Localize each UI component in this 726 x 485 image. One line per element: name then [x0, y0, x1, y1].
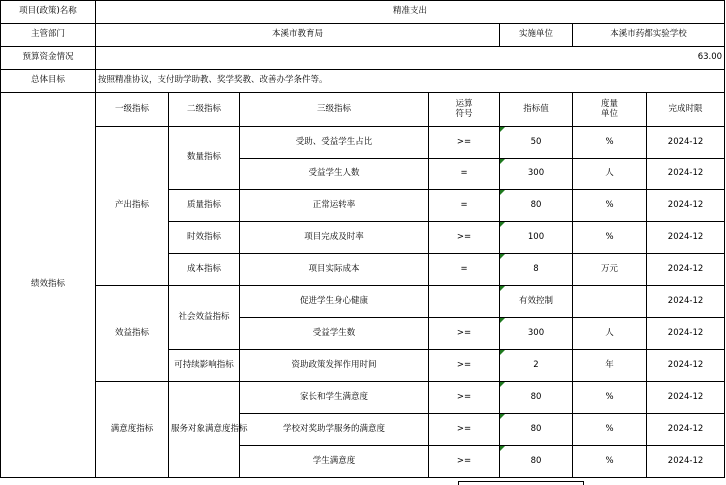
goal-value: 按照精准协议，支付助学助教、奖学奖教、改善办学条件等。	[96, 70, 725, 93]
indicator-value: 80	[500, 414, 573, 446]
indicator-name: 资助政策发挥作用时间	[240, 350, 429, 382]
indicator-unit: %	[573, 382, 647, 414]
cell-outline-stub	[458, 481, 584, 485]
indicator-deadline: 2024-12	[647, 127, 725, 159]
subgroup-service: 服务对象满意度指标	[169, 382, 240, 478]
indicator-op: >=	[429, 127, 500, 159]
indicator-deadline: 2024-12	[647, 254, 725, 286]
indicator-name: 学校对奖助学服务的满意度	[240, 414, 429, 446]
indicator-op: >=	[429, 222, 500, 254]
indicator-deadline: 2024-12	[647, 350, 725, 382]
indicator-value: 100	[500, 222, 573, 254]
indicator-name: 受益学生数	[240, 318, 429, 350]
indicator-op: >=	[429, 350, 500, 382]
col-level3: 三级指标	[240, 93, 429, 127]
subgroup-sustainable: 可持续影响指标	[169, 350, 240, 382]
indicator-unit: %	[573, 127, 647, 159]
subgroup-quantity: 数量指标	[169, 127, 240, 190]
col-level2: 二级指标	[169, 93, 240, 127]
indicator-op: >=	[429, 318, 500, 350]
col-deadline: 完成时限	[647, 93, 725, 127]
dept-value: 本溪市教育局	[96, 24, 500, 47]
indicator-unit: 年	[573, 350, 647, 382]
indicator-unit	[573, 286, 647, 318]
indicator-value: 50	[500, 127, 573, 159]
budget-row	[1, 47, 725, 70]
indicator-deadline: 2024-12	[647, 446, 725, 478]
indicator-value: 2	[500, 350, 573, 382]
indicator-op: =	[429, 254, 500, 286]
indicator-unit: %	[573, 414, 647, 446]
goal-row	[1, 70, 725, 93]
impl-unit-value: 本溪市药都实验学校	[573, 24, 725, 47]
indicator-unit: 万元	[573, 254, 647, 286]
indicator-op: =	[429, 190, 500, 222]
indicator-name: 受益学生人数	[240, 159, 429, 190]
indicator-value: 300	[500, 318, 573, 350]
indicator-deadline: 2024-12	[647, 159, 725, 190]
indicator-deadline: 2024-12	[647, 286, 725, 318]
indicator-deadline: 2024-12	[647, 382, 725, 414]
indicator-op: =	[429, 159, 500, 190]
goal-label: 总体目标	[1, 70, 96, 93]
indicator-name: 促进学生身心健康	[240, 286, 429, 318]
col-operator: 运算 符号	[429, 93, 500, 127]
indicator-name: 项目完成及时率	[240, 222, 429, 254]
table-row	[1, 382, 725, 414]
group-satisfaction: 满意度指标	[96, 382, 169, 478]
indicator-op: >=	[429, 382, 500, 414]
indicator-name: 项目实际成本	[240, 254, 429, 286]
indicator-value: 80	[500, 382, 573, 414]
table-row	[1, 127, 725, 159]
indicator-name: 受助、受益学生占比	[240, 127, 429, 159]
subgroup-quality: 质量指标	[169, 190, 240, 222]
perf-section-label: 绩效指标	[1, 93, 96, 478]
indicator-value: 300	[500, 159, 573, 190]
col-level1: 一级指标	[96, 93, 169, 127]
indicator-unit: 人	[573, 159, 647, 190]
indicator-unit: %	[573, 446, 647, 478]
indicator-deadline: 2024-12	[647, 318, 725, 350]
indicator-value: 80	[500, 446, 573, 478]
dept-label: 主管部门	[1, 24, 96, 47]
budget-value: 63.00	[96, 47, 725, 70]
project-name-row	[1, 1, 725, 24]
table-row	[1, 286, 725, 318]
indicator-unit: %	[573, 222, 647, 254]
col-value: 指标值	[500, 93, 573, 127]
indicator-deadline: 2024-12	[647, 414, 725, 446]
indicator-value: 有效控制	[500, 286, 573, 318]
indicator-header-row	[1, 93, 725, 127]
indicator-name: 正常运转率	[240, 190, 429, 222]
col-unit: 度量 单位	[573, 93, 647, 127]
group-output: 产出指标	[96, 127, 169, 286]
subgroup-timeliness: 时效指标	[169, 222, 240, 254]
indicator-unit: %	[573, 190, 647, 222]
indicator-op	[429, 286, 500, 318]
indicator-deadline: 2024-12	[647, 222, 725, 254]
project-name-value: 精准支出	[96, 1, 725, 24]
indicator-op: >=	[429, 414, 500, 446]
indicator-unit: 人	[573, 318, 647, 350]
group-benefit: 效益指标	[96, 286, 169, 382]
indicator-value: 80	[500, 190, 573, 222]
impl-unit-label: 实施单位	[500, 24, 573, 47]
indicator-value: 8	[500, 254, 573, 286]
subgroup-social: 社会效益指标	[169, 286, 240, 350]
indicator-deadline: 2024-12	[647, 190, 725, 222]
dept-row	[1, 24, 725, 47]
project-name-label: 项目(政策)名称	[1, 1, 96, 24]
indicator-op: >=	[429, 446, 500, 478]
indicator-name: 家长和学生满意度	[240, 382, 429, 414]
indicator-name: 学生满意度	[240, 446, 429, 478]
subgroup-cost: 成本指标	[169, 254, 240, 286]
budget-label: 预算资金情况	[1, 47, 96, 70]
